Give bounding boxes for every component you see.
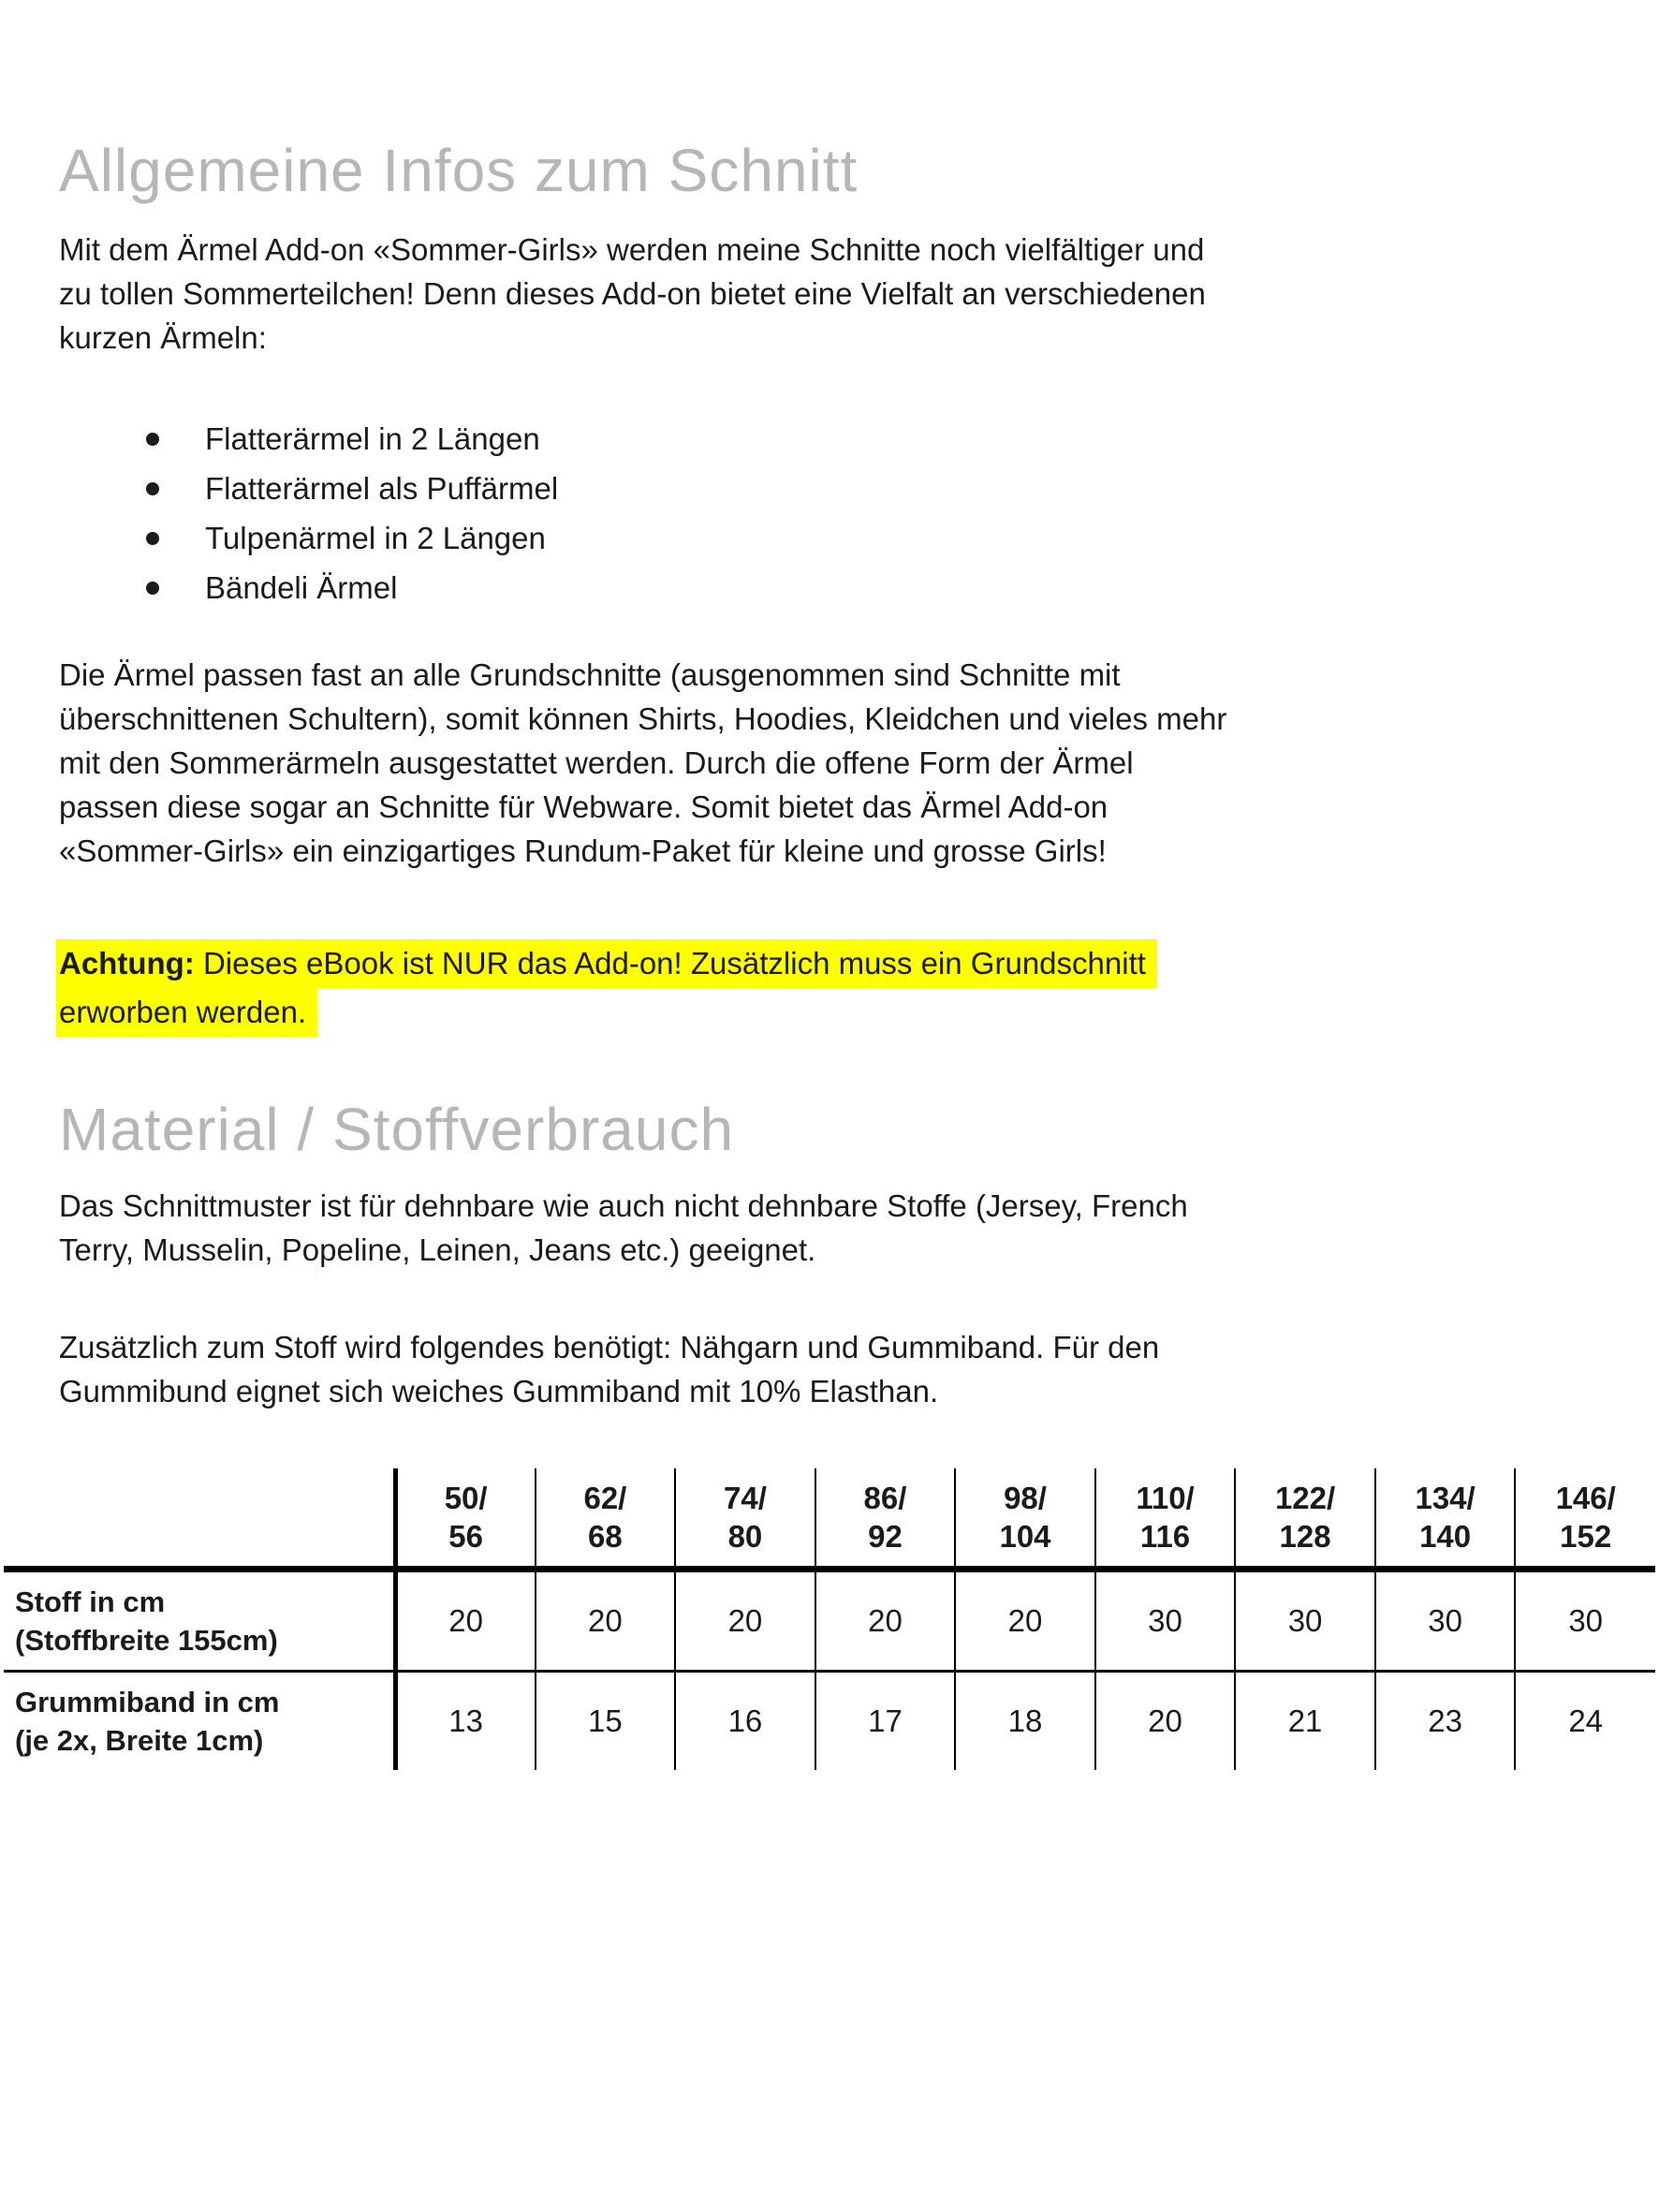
- paragraph-line: kurzen Ärmeln:: [59, 320, 267, 355]
- cell-line: 140: [1419, 1519, 1472, 1554]
- notice-line: [56, 939, 1157, 988]
- value-cell: 30: [1375, 1570, 1516, 1672]
- paragraph-line: mit den Sommerärmeln ausgestattet werden. Durch die offene Form der Ärmel: [59, 745, 1134, 780]
- paragraph-line: Gummibund eignet sich weiches Gummiband mit 10% Elasthan.: [59, 1374, 939, 1408]
- row-label-cell: [4, 1672, 395, 1771]
- cell-line: Stoff in cm: [15, 1585, 166, 1618]
- cell-line: 68: [588, 1519, 623, 1554]
- value-cell: 30: [1515, 1570, 1655, 1672]
- intro-paragraph: [59, 228, 1632, 360]
- value-cell: 20: [955, 1570, 1095, 1672]
- cell-line: 152: [1560, 1519, 1612, 1554]
- cell-line: 104: [999, 1519, 1051, 1554]
- bullet-item: Bändeli Ärmel: [59, 563, 1370, 612]
- row-label-cell: [4, 1570, 395, 1672]
- section-title-info: Allgemeine Infos zum Schnitt: [59, 137, 859, 204]
- attention-notice: [56, 939, 1157, 1037]
- size-header-cell: [955, 1468, 1095, 1570]
- cell-line: 92: [868, 1519, 903, 1554]
- cell-line: 50/: [444, 1481, 488, 1515]
- section-title-material: Material / Stoffverbrauch: [59, 1096, 735, 1163]
- paragraph-line: überschnittenen Schultern), somit können Shirts, Hoodies, Kleidchen und vieles mehr: [59, 701, 1227, 736]
- material-table: [4, 1468, 1655, 1770]
- cell-line: 56: [448, 1519, 483, 1554]
- value-cell: 30: [1095, 1570, 1236, 1672]
- value-cell: 23: [1375, 1672, 1516, 1771]
- table-corner-cell: [4, 1468, 395, 1570]
- sleeve-bullet-list: [59, 414, 1370, 612]
- value-cell: 30: [1235, 1570, 1375, 1672]
- size-header-cell: [536, 1468, 676, 1570]
- size-header-cell: [815, 1468, 956, 1570]
- cell-line: 110/: [1136, 1481, 1195, 1515]
- value-cell: 15: [536, 1672, 676, 1771]
- cell-line: (je 2x, Breite 1cm): [15, 1724, 264, 1757]
- value-cell: 24: [1515, 1672, 1655, 1771]
- size-header-cell: [1235, 1468, 1375, 1570]
- cell-line: (Stoffbreite 155cm): [15, 1624, 278, 1657]
- cell-line: 128: [1279, 1519, 1331, 1554]
- cell-line: 80: [727, 1519, 763, 1554]
- value-cell: 20: [815, 1570, 956, 1672]
- value-cell: 21: [1235, 1672, 1375, 1771]
- notice-line: [56, 988, 1157, 1037]
- cell-line: 98/: [1004, 1481, 1047, 1515]
- paragraph-line: passen diese sogar an Schnitte für Webware. Somit bietet das Ärmel Add-on: [59, 789, 1108, 824]
- cell-line: 134/: [1415, 1481, 1475, 1515]
- size-header-cell: [1375, 1468, 1516, 1570]
- value-cell: 20: [675, 1570, 815, 1672]
- value-cell: 16: [675, 1672, 815, 1771]
- paragraph-line: Das Schnittmuster ist für dehnbare wie auch nicht dehnbare Stoffe (Jersey, French: [59, 1188, 1188, 1223]
- bullet-item: Flatterärmel als Puffärmel: [59, 464, 1370, 513]
- cell-line: Grummiband in cm: [15, 1686, 280, 1718]
- size-header-cell: [395, 1468, 536, 1570]
- bullet-item: Flatterärmel in 2 Längen: [59, 414, 1370, 464]
- value-cell: 13: [395, 1672, 536, 1771]
- paragraph-line: Mit dem Ärmel Add-on «Sommer-Girls» werden meine Schnitte noch vielfältiger und: [59, 232, 1205, 267]
- body-paragraph: [59, 653, 1632, 873]
- paragraph-line: Terry, Musselin, Popeline, Leinen, Jeans etc.) geeignet.: [59, 1232, 816, 1267]
- notice-text: Dieses eBook ist NUR das Add-on! Zusätzlich muss ein Grundschnitt: [194, 946, 1146, 981]
- cell-line: 74/: [724, 1481, 767, 1515]
- cell-line: 146/: [1555, 1481, 1616, 1515]
- supplies-paragraph: [59, 1325, 1632, 1413]
- size-header-cell: [675, 1468, 815, 1570]
- value-cell: 18: [955, 1672, 1095, 1771]
- paragraph-line: Zusätzlich zum Stoff wird folgendes benötigt: Nähgarn und Gummiband. Für den: [59, 1330, 1160, 1364]
- value-cell: 20: [536, 1570, 676, 1672]
- cell-line: 116: [1139, 1519, 1191, 1554]
- paragraph-line: Die Ärmel passen fast an alle Grundschnitte (ausgenommen sind Schnitte mit: [59, 657, 1121, 692]
- cell-line: 62/: [583, 1481, 627, 1515]
- size-header-cell: [1095, 1468, 1236, 1570]
- size-header-cell: [1515, 1468, 1655, 1570]
- value-cell: 20: [395, 1570, 536, 1672]
- fabric-paragraph: [59, 1184, 1632, 1272]
- paragraph-line: zu tollen Sommerteilchen! Denn dieses Add-on bietet eine Vielfalt an verschiedenen: [59, 276, 1206, 311]
- bullet-item: Tulpenärmel in 2 Längen: [59, 513, 1370, 563]
- value-cell: 17: [815, 1672, 956, 1771]
- notice-label: Achtung:: [59, 946, 195, 981]
- notice-text: erworben werden.: [59, 995, 307, 1029]
- paragraph-line: «Sommer-Girls» ein einzigartiges Rundum-Paket für kleine und grosse Girls!: [59, 833, 1107, 868]
- value-cell: 20: [1095, 1672, 1236, 1771]
- cell-line: 86/: [863, 1481, 907, 1515]
- cell-line: 122/: [1274, 1481, 1336, 1515]
